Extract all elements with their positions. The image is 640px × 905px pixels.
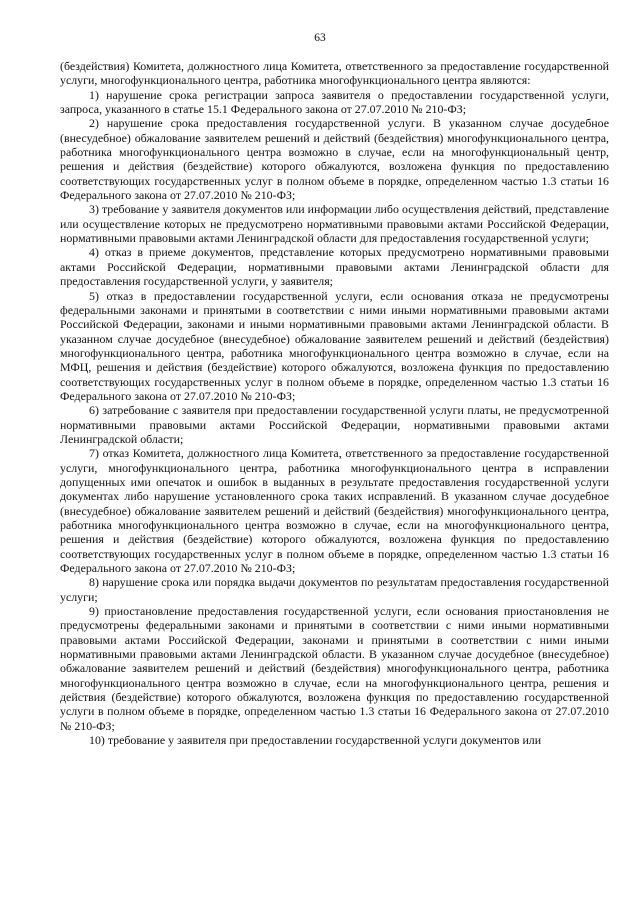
- paragraph-item-9: 9) приостановление предоставления государственной услуги, если основания приостановления не предусмотрены федеральными законами и принятыми в соответствии с ними иными нормативными правовыми актами Российской Федерации, законами и принятыми в соответствии с ними иными нормативными правовыми актами Ленинградской области. В указанном случае досудебное (внесудебное) обжалование заявителем решений и действий (бездействия) многофункционального центра, работника многофункционального центра возможно в случае, если на многофункционального центра, решения и действия (бездействие) которого обжалуются, возложена функция по предоставлению государственной услуги в полном объеме в порядке, определенном частью 1.3 статьи 16 Федерального закона от 27.07.2010 № 210-ФЗ;: [60, 604, 609, 733]
- page-number: 63: [314, 32, 326, 44]
- document-body: [60, 59, 609, 748]
- paragraph-item-8: 8) нарушение срока или порядка выдачи документов по результатам предоставления государственной услуги;: [60, 575, 609, 604]
- paragraph-item-1: 1) нарушение срока регистрации запроса заявителя о предоставлении государственной услуги, запроса, указанного в статье 15.1 Федерального закона от 27.07.2010 № 210-ФЗ;: [60, 87, 609, 117]
- paragraph-item-6: 6) затребование с заявителя при предоставлении государственной услуги платы, не предусмотренной нормативными правовыми актами Российской Федерации, нормативными правовыми актами Ленинградской области;: [60, 403, 609, 446]
- paragraph-item-4: 4) отказ в приеме документов, представление которых предусмотрено нормативными правовыми актами Российской Федерации, нормативными правовыми актами Ленинградской области для предоставления государственной услуги, у заявителя;: [60, 245, 609, 289]
- paragraph-item-10: 10) требование у заявителя при предоставлении государственной услуги документов или: [89, 733, 542, 748]
- paragraph-item-2: 2) нарушение срока предоставления государственной услуги. В указанном случае досудебное (внесудебное) обжалование заявителем решений и действий (бездействия) многофункционального центра, работника многофункционального центра возможно в случае, если на многофункциональный центр, решения и действия (бездействие) которого обжалуются, возложена функция по предоставлению соответствующих государственных услуг в полном объеме в порядке, определенном частью 1.3 статьи 16 Федерального закона от 27.07.2010 № 210-ФЗ;: [60, 116, 609, 203]
- paragraph-item-5: 5) отказ в предоставлении государственной услуги, если основания отказа не предусмотрены федеральными законами и принятыми в соответствии с ними иными нормативными правовыми актами Российской Федерации, законами и иными нормативными правовыми актами Ленинградской области. В указанном случае досудебное (внесудебное) обжалование заявителем решений и действий (бездействия) многофункционального центра, работника многофункционального центра возможно в случае, если на МФЦ, решения и действия (бездействие) которого обжалуются, возложена функция по предоставлению соответствующих государственных услуг в полном объеме в порядке, определенном частью 1.3 статьи 16 Федерального закона от 27.07.2010 № 210-ФЗ;: [60, 288, 609, 403]
- paragraph-intro: (бездействия) Комитета, должностного лица Комитета, ответственного за предоставление государственной услуги, многофункционального центра, работника многофункционального центра являются:: [60, 59, 609, 88]
- paragraph-item-3: 3) требование у заявителя документов или информации либо осуществления действий, представление или осуществление которых не предусмотрено нормативными правовыми актами Российской Федерации, нормативными правовыми актами Ленинградской области для предоставления государственной услуги;: [60, 202, 609, 246]
- paragraph-item-7: 7) отказ Комитета, должностного лица Комитета, ответственного за предоставление государственной услуги, многофункционального центра, работника многофункционального центра в исправлении допущенных ими опечаток и ошибок в выданных в результате предоставления государственной услуги документах либо нарушение установленного срока таких исправлений. В указанном случае досудебное (внесудебное) обжалование заявителем решений и действий (бездействия) многофункционального центра, работника многофункционального центра возможно в случае, если на многофункционального центра, решения и действия (бездействие) которого обжалуются, возложена функция по предоставлению соответствующих государственных услуг в полном объеме в порядке, определенном частью 1.3 статьи 16 Федерального закона от 27.07.2010 № 210-ФЗ;: [60, 446, 609, 576]
